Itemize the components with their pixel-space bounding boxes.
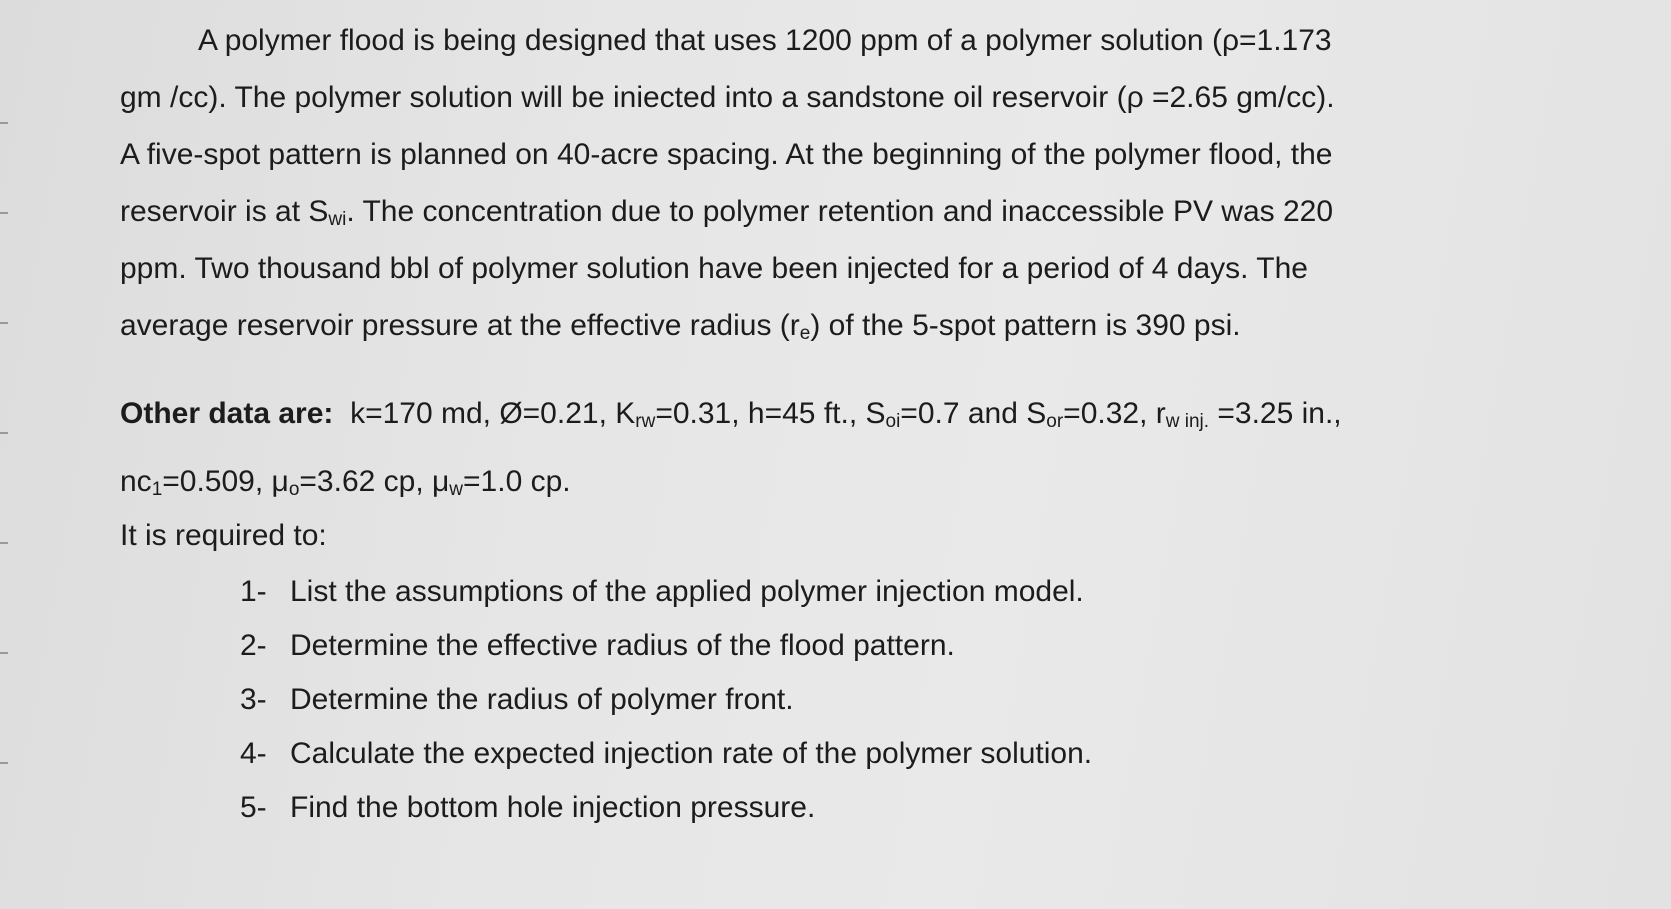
mu-w-value: =1.0 cp. bbox=[463, 465, 571, 498]
task-item-1 bbox=[240, 568, 1092, 622]
nc-subscript: 1 bbox=[151, 479, 163, 500]
margin-mark bbox=[0, 322, 8, 324]
task-number: 1- bbox=[240, 575, 267, 608]
statement-line-2: gm /cc). The polymer solution will be iniected into a sandstone oil reservoir (ρ =2.65 gm/cc). bbox=[120, 81, 1335, 114]
other-data-line-2 bbox=[120, 448, 1480, 516]
margin-mark bbox=[0, 212, 8, 214]
nc-value: =0.509, μ bbox=[162, 465, 289, 498]
mu-o-subscript: o bbox=[288, 479, 300, 500]
sor-subscript: or bbox=[1046, 411, 1064, 432]
other-data-label: Other data are: bbox=[120, 397, 334, 430]
task-item-2 bbox=[240, 622, 1092, 676]
task-list bbox=[240, 568, 1092, 838]
task-text: Determine the radius of polymer front. bbox=[290, 683, 794, 716]
k-value: k=170 md, Ø=0.21, K bbox=[350, 397, 636, 430]
rw-value: =3.25 in., bbox=[1209, 397, 1342, 430]
task-text: Find the bottom hole injection pressure. bbox=[290, 791, 816, 824]
statement-line-6-end: ) of the 5-spot pattern is 390 psi. bbox=[810, 309, 1241, 342]
problem-statement bbox=[120, 12, 1450, 354]
task-number: 4- bbox=[240, 737, 267, 770]
statement-line-1: A polymer flood is being designed that uses 1200 ppm of a polymer solution (ρ=1.173 bbox=[198, 24, 1332, 57]
soi-subscript: oi bbox=[885, 411, 901, 432]
task-text: List the assumptions of the applied polymer injection model. bbox=[290, 575, 1084, 608]
margin-mark bbox=[0, 542, 8, 544]
task-number: 2- bbox=[240, 629, 267, 662]
task-item-5 bbox=[240, 784, 1092, 838]
statement-line-6-start: average reservoir pressure at the effective radius (r bbox=[120, 309, 800, 342]
statement-line-4-end: . The concentration due to polymer retention and inaccessible PV was 220 bbox=[346, 195, 1334, 228]
task-text: Determine the effective radius of the flood pattern. bbox=[290, 629, 955, 662]
margin-mark bbox=[0, 652, 8, 654]
sor-value: =0.32, r bbox=[1063, 397, 1166, 430]
task-number: 3- bbox=[240, 683, 267, 716]
nc-label: nc bbox=[120, 465, 152, 498]
re-subscript: e bbox=[799, 323, 811, 344]
task-text: Calculate the expected injection rate of the polymer solution. bbox=[290, 737, 1093, 770]
swi-subscript: wi bbox=[328, 209, 347, 230]
soi-value: =0.7 and S bbox=[900, 397, 1047, 430]
rw-subscript: w inj. bbox=[1165, 411, 1210, 432]
krw-subscript: rw bbox=[635, 411, 656, 432]
other-data-line-1 bbox=[120, 380, 1480, 448]
statement-line-5: ppm. Two thousand bbl of polymer solution have been injected for a period of 4 days. The bbox=[120, 252, 1308, 285]
mu-w-subscript: w bbox=[449, 479, 464, 500]
margin-mark bbox=[0, 432, 8, 434]
task-item-4 bbox=[240, 730, 1092, 784]
margin-mark bbox=[0, 122, 8, 124]
statement-line-4 bbox=[120, 183, 1450, 240]
statement-line-4-start: reservoir is at S bbox=[120, 195, 329, 228]
required-heading: It is required to: bbox=[120, 519, 327, 552]
other-data bbox=[120, 380, 1480, 516]
statement-line-3: A five-spot pattern is planned on 40-acre spacing. At the beginning of the polymer flood, the bbox=[120, 138, 1333, 171]
task-number: 5- bbox=[240, 791, 267, 824]
margin-mark bbox=[0, 762, 8, 764]
statement-line-6 bbox=[120, 297, 1450, 354]
task-item-3 bbox=[240, 676, 1092, 730]
h-value: =0.31, h=45 ft., S bbox=[655, 397, 886, 430]
mu-o-value: =3.62 cp, μ bbox=[299, 465, 450, 498]
